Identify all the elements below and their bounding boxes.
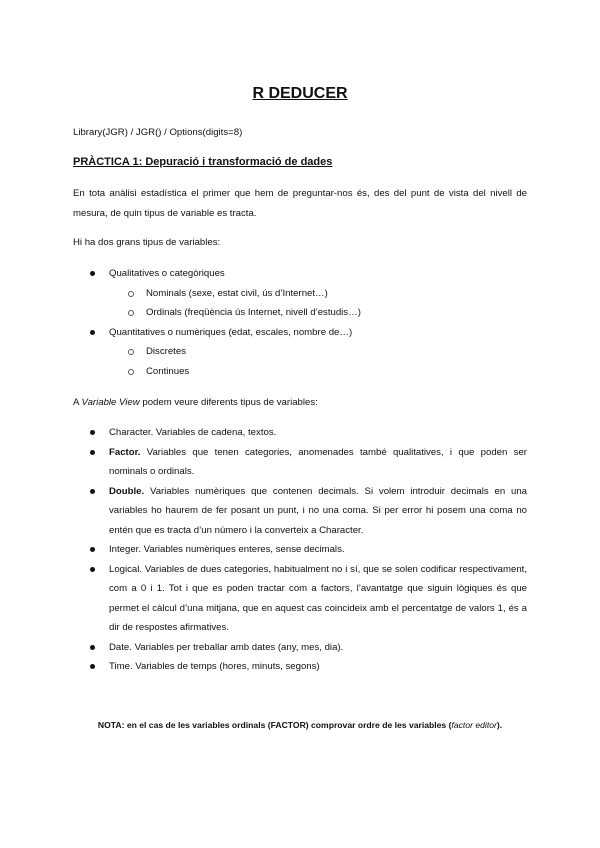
item-text: Date. Variables per treballar amb dates (any, mes, dia). bbox=[109, 641, 344, 653]
types-intro: Hi ha dos grans tipus de variables: bbox=[73, 237, 221, 248]
note-text: NOTA: en el cas de les variables ordinals (FACTOR) comprovar ordre de les variables ( bbox=[97, 720, 452, 730]
list-item bbox=[73, 657, 527, 677]
note-italic: factor editor bbox=[451, 720, 497, 730]
variable-types-list bbox=[73, 423, 527, 677]
item-text: Logical. Variables de dues categories, habitualment no i sí, que se solen codificar respectivament, com a 0 i 1. Tot i que es poden tractar com a factors, l’avantatge que siguin lògiques és que permet el càlcul d’una mitjana, que en aquest cas coincideix amb el percentatge de valors 1, és a dir de respostes afirmatives. bbox=[109, 563, 527, 633]
note bbox=[0, 720, 600, 730]
item-text: Variables numèriques que contenen decimals. Si volem introduir decimals en una variables ho haurem de fer posant un punt, i no una coma. Si per error hi posem una coma no entén que es tracta d’un número i la converteix a Character. bbox=[109, 485, 527, 536]
list-item: Qualitatives o categòriques bbox=[73, 264, 527, 284]
item-text: Variables que tenen categories, anomenades també qualitatives, i que poden ser nominals o ordinals. bbox=[109, 446, 527, 477]
intro-paragraph: En tota anàlisi estadística el primer que hem de preguntar-nos és, des del punt de vista del nivell de mesura, de quin tipus de variable es tracta. bbox=[73, 188, 527, 219]
list-item bbox=[73, 443, 527, 482]
list-item bbox=[73, 540, 527, 560]
item-text: Character. Variables de cadena, textos. bbox=[109, 427, 277, 438]
variable-category-list bbox=[73, 264, 527, 381]
list-item bbox=[73, 638, 527, 658]
note-end: ). bbox=[496, 720, 503, 730]
list-item bbox=[73, 560, 527, 638]
text: podem veure diferents tipus de variables: bbox=[139, 397, 318, 408]
variable-view-intro bbox=[73, 393, 527, 413]
sub-list-item: Discretes bbox=[73, 342, 527, 362]
list-item bbox=[73, 482, 527, 541]
document-title: R DEDUCER bbox=[252, 85, 348, 102]
sub-list-item: Nominals (sexe, estat civil, ús d’Internet…) bbox=[73, 284, 527, 304]
sub-list-item: Continues bbox=[73, 362, 527, 382]
item-text: Time. Variables de temps (hores, minuts, segons) bbox=[109, 661, 320, 672]
item-name: Factor. bbox=[109, 446, 141, 458]
list-item: Quantitatives o numèriques (edat, escales, nombre de…) bbox=[73, 323, 527, 343]
list-item bbox=[73, 423, 527, 443]
section-heading: PRÀCTICA 1: Depuració i transformació de dades bbox=[73, 156, 333, 168]
sub-list-item: Ordinals (freqüència ús Internet, nivell d’estudis…) bbox=[73, 303, 527, 323]
item-name: Double. bbox=[109, 485, 145, 497]
item-text: Integer. Variables numèriques enteres, sense decimals. bbox=[109, 544, 345, 555]
variable-view-term: Variable View bbox=[81, 397, 140, 408]
text: A bbox=[73, 397, 82, 408]
commands-line: Library(JGR) / JGR() / Options(digits=8) bbox=[73, 127, 243, 138]
